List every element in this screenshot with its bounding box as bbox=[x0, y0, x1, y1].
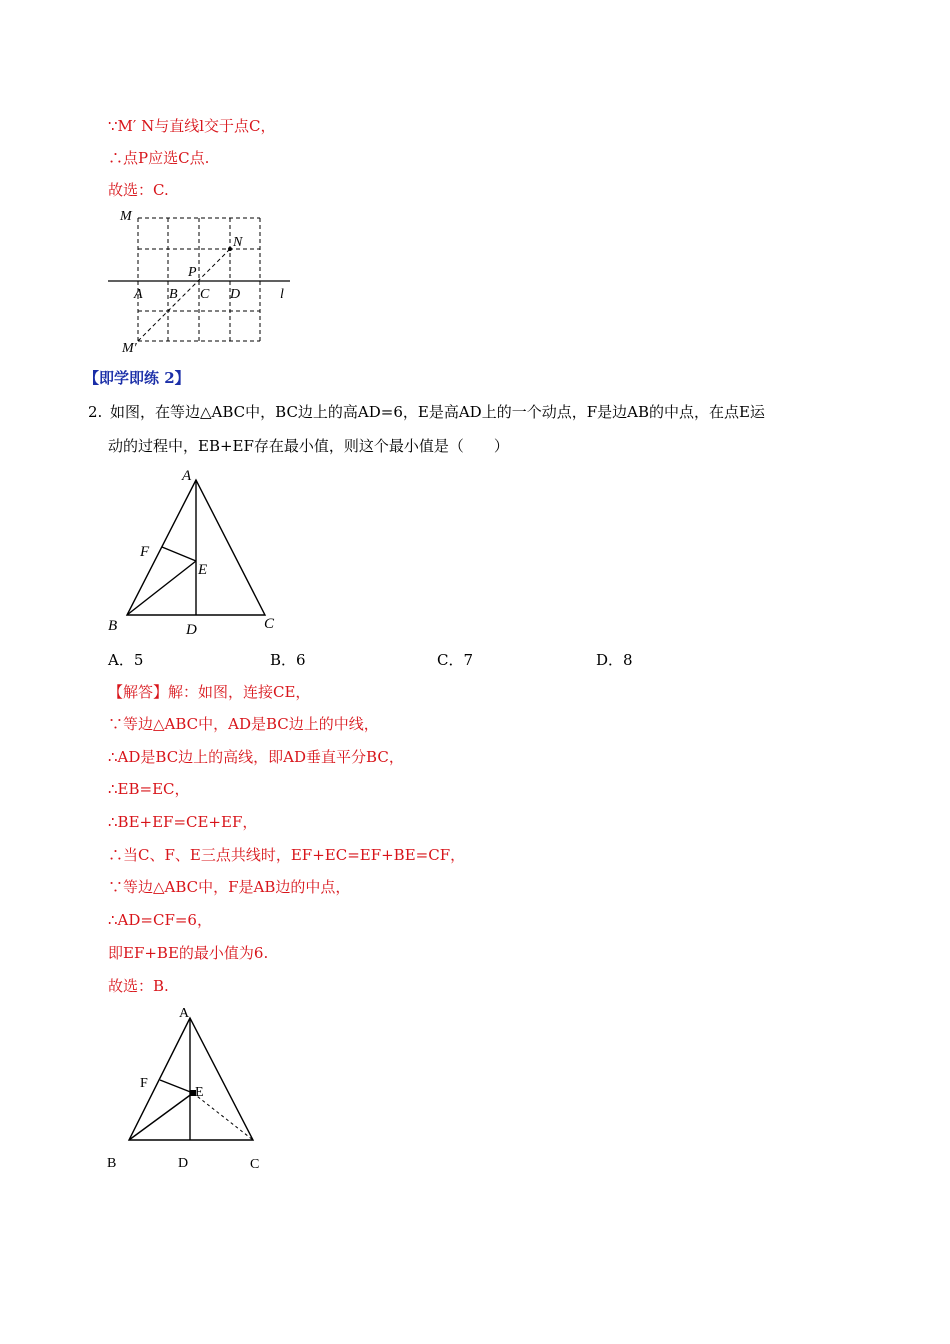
label-d: D bbox=[230, 287, 241, 302]
fig1-label-d: D bbox=[186, 622, 197, 638]
segment-fe-2 bbox=[160, 1080, 193, 1093]
fig2-label-b: B bbox=[107, 1156, 117, 1171]
option-a[interactable]: A．5 bbox=[108, 651, 144, 669]
segment-be bbox=[127, 561, 196, 615]
answer-line-8: ∴AD=CF=6， bbox=[108, 911, 212, 929]
prev-solution-line-3: 故选：C. bbox=[108, 181, 169, 199]
fig1-label-c: C bbox=[264, 616, 275, 632]
grid-figure bbox=[100, 204, 300, 356]
question-line-2: 动的过程中，EB+EF存在最小值，则这个最小值是（ ） bbox=[108, 437, 509, 455]
fig1-label-e: E bbox=[198, 562, 208, 578]
label-m-prime: M′ bbox=[122, 341, 137, 356]
prev-solution-line-2: ∴点P应选C点. bbox=[108, 149, 210, 167]
label-p: P bbox=[188, 265, 197, 280]
segment-ec-dashed bbox=[193, 1093, 253, 1140]
option-d[interactable]: D．8 bbox=[596, 651, 633, 669]
option-c[interactable]: C．7 bbox=[437, 651, 474, 669]
answer-line-4: ∴EB=EC， bbox=[108, 780, 190, 798]
label-c: C bbox=[200, 287, 210, 302]
triangle-figure-1 bbox=[100, 464, 290, 642]
label-n: N bbox=[233, 235, 243, 250]
question-line-1: 如图，在等边△ABC中，BC边上的高AD=6，E是高AD上的一个动点，F是边AB的中点，在点E运 bbox=[110, 403, 765, 421]
fig1-label-b: B bbox=[108, 618, 118, 634]
option-b[interactable]: B．6 bbox=[270, 651, 306, 669]
answer-line-9: 即EF+BE的最小值为6. bbox=[108, 944, 269, 962]
fig1-label-f: F bbox=[140, 544, 150, 560]
answer-line-3: ∴AD是BC边上的高线，即AD垂直平分BC， bbox=[108, 748, 404, 766]
prev-solution-line-1: ∵M′ N与直线l交于点C， bbox=[108, 117, 276, 135]
fig1-label-a: A bbox=[182, 468, 192, 484]
question-number: 2. bbox=[88, 403, 103, 421]
answer-line-5: ∴BE+EF=CE+EF， bbox=[108, 813, 258, 831]
triangle-figure-2 bbox=[100, 1000, 270, 1175]
fig2-label-c: C bbox=[250, 1157, 260, 1172]
section-title: 【即学即练 2】 bbox=[84, 369, 190, 387]
label-l: l bbox=[280, 287, 284, 302]
label-a: A bbox=[134, 287, 143, 302]
segment-fe bbox=[162, 547, 196, 561]
fig2-label-f: F bbox=[140, 1076, 148, 1091]
answer-line-1: 【解答】解：如图，连接CE， bbox=[108, 683, 311, 701]
point-n bbox=[228, 247, 232, 251]
segment-be-2 bbox=[129, 1093, 193, 1140]
fig2-label-e: E bbox=[195, 1085, 204, 1100]
answer-line-2: ∵等边△ABC中，AD是BC边上的中线， bbox=[108, 715, 379, 733]
fig2-label-d: D bbox=[178, 1156, 189, 1171]
answer-line-7: ∵等边△ABC中，F是AB边的中点， bbox=[108, 878, 351, 896]
fig2-label-a: A bbox=[179, 1006, 190, 1021]
label-m: M bbox=[120, 209, 132, 224]
answer-line-6: ∴当C、F、E三点共线时，EF+EC=EF+BE=CF， bbox=[108, 846, 466, 864]
answer-line-10: 故选：B. bbox=[108, 977, 169, 995]
label-b: B bbox=[169, 287, 178, 302]
